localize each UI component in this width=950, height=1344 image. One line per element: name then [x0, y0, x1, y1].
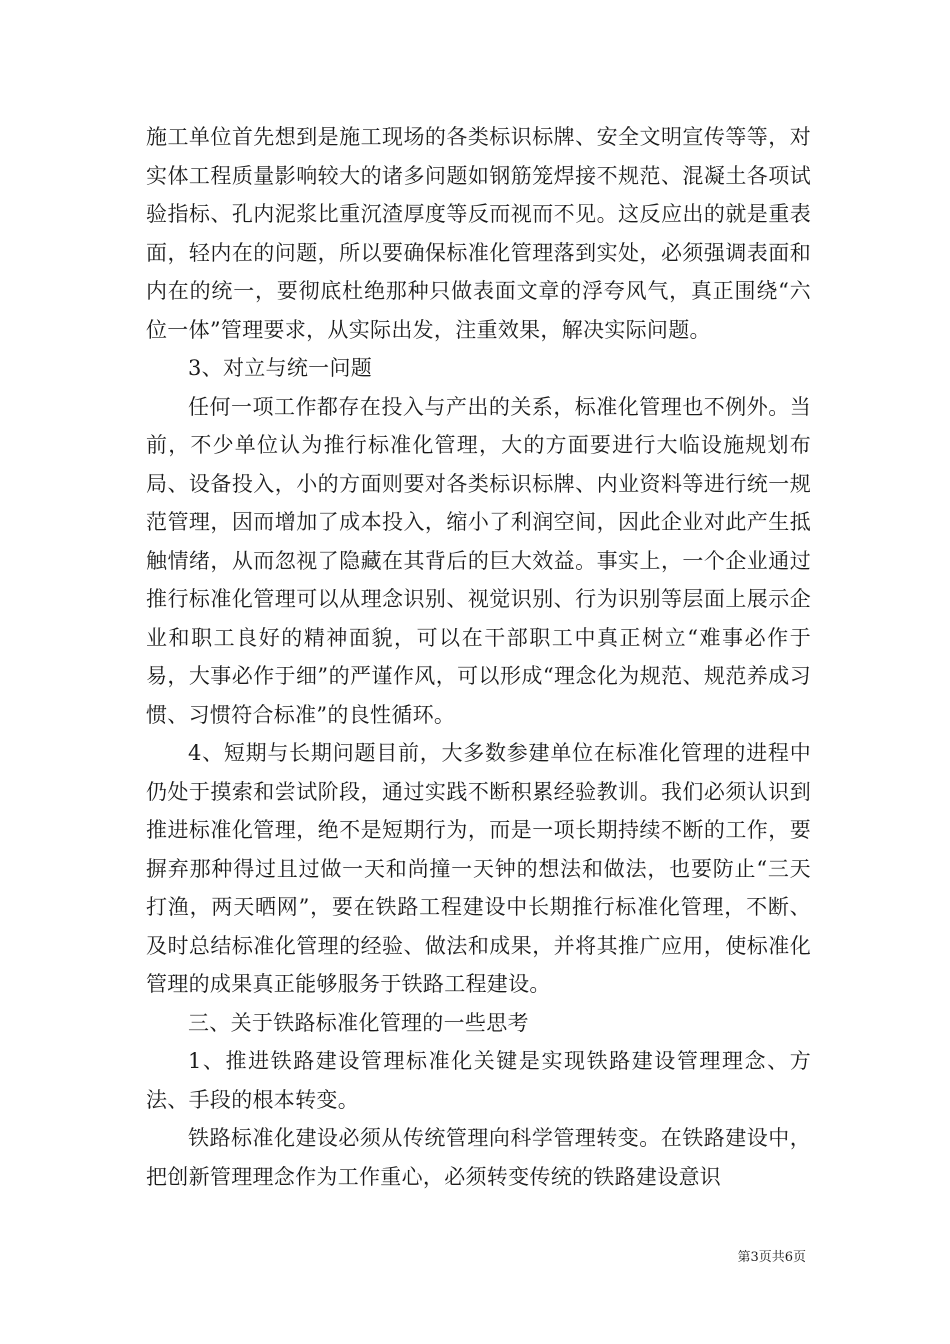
page-indicator: 第3页共6页 — [737, 1250, 806, 1265]
paragraph-input-output: 任何一项工作都存在投入与产出的关系，标准化管理也不例外。当前，不少单位认为推行标准化管理，大的方面要进行大临设施规划布局、设备投入，小的方面则要对各类标识标牌、内业资料等进行统一规范管理，因而增加了成本投入，缩小了利润空间，因此企业对此产生抵触情绪，从而忽视了隐藏在其背后的巨大效益。事实上，一个企业通过推行标准化管理可以从理念识别、视觉识别、行为识别等层面上展示企业和职工良好的精神面貌，可以在干部职工中真正树立“难事必作于易，大事必作于细”的严谨作风，可以形成“理念化为规范、规范养成习惯、习惯符合标准”的良性循环。 — [146, 394, 811, 727]
document-body — [146, 118, 811, 1196]
section-heading-opposition-unity: 3、对立与统一问题 — [188, 356, 373, 380]
subheading-key-transformation: 1、推进铁路建设管理标准化关键是实现铁路建设管理理念、方法、手段的根本转变。 — [146, 1049, 811, 1112]
section-heading-reflections: 三、关于铁路标准化管理的一些思考 — [188, 1010, 529, 1035]
paragraph-continuation: 施工单位首先想到是施工现场的各类标识标牌、安全文明宣传等等，对实体工程质量影响较大的诸多问题如钢筋笼焊接不规范、混凝土各项试验指标、孔内泥浆比重沉渣厚度等反而视而不见。这反应出的就是重表面，轻内在的问题，所以要确保标准化管理落到实处，必须强调表面和内在的统一，要彻底杜绝那种只做表面文章的浮夸风气，真正围绕“六位一体”管理要求，从实际出发，注重效果，解决实际问题。 — [146, 125, 811, 342]
paragraph-short-long-term: 4、短期与长期问题目前，大多数参建单位在标准化管理的进程中仍处于摸索和尝试阶段，通过实践不断积累经验教训。我们必须认识到推进标准化管理，绝不是短期行为，而是一项长期持续不断的工作，要摒弃那种得过且过做一天和尚撞一天钟的想法和做法，也要防止“三天打渔，两天晒网”，要在铁路工程建设中长期推行标准化管理，不断、及时总结标准化管理的经验、做法和成果，并将其推广应用，使标准化管理的成果真正能够服务于铁路工程建设。 — [146, 741, 811, 996]
paragraph-scientific-management: 铁路标准化建设必须从传统管理向科学管理转变。在铁路建设中，把创新管理理念作为工作重心，必须转变传统的铁路建设意识 — [146, 1126, 811, 1189]
